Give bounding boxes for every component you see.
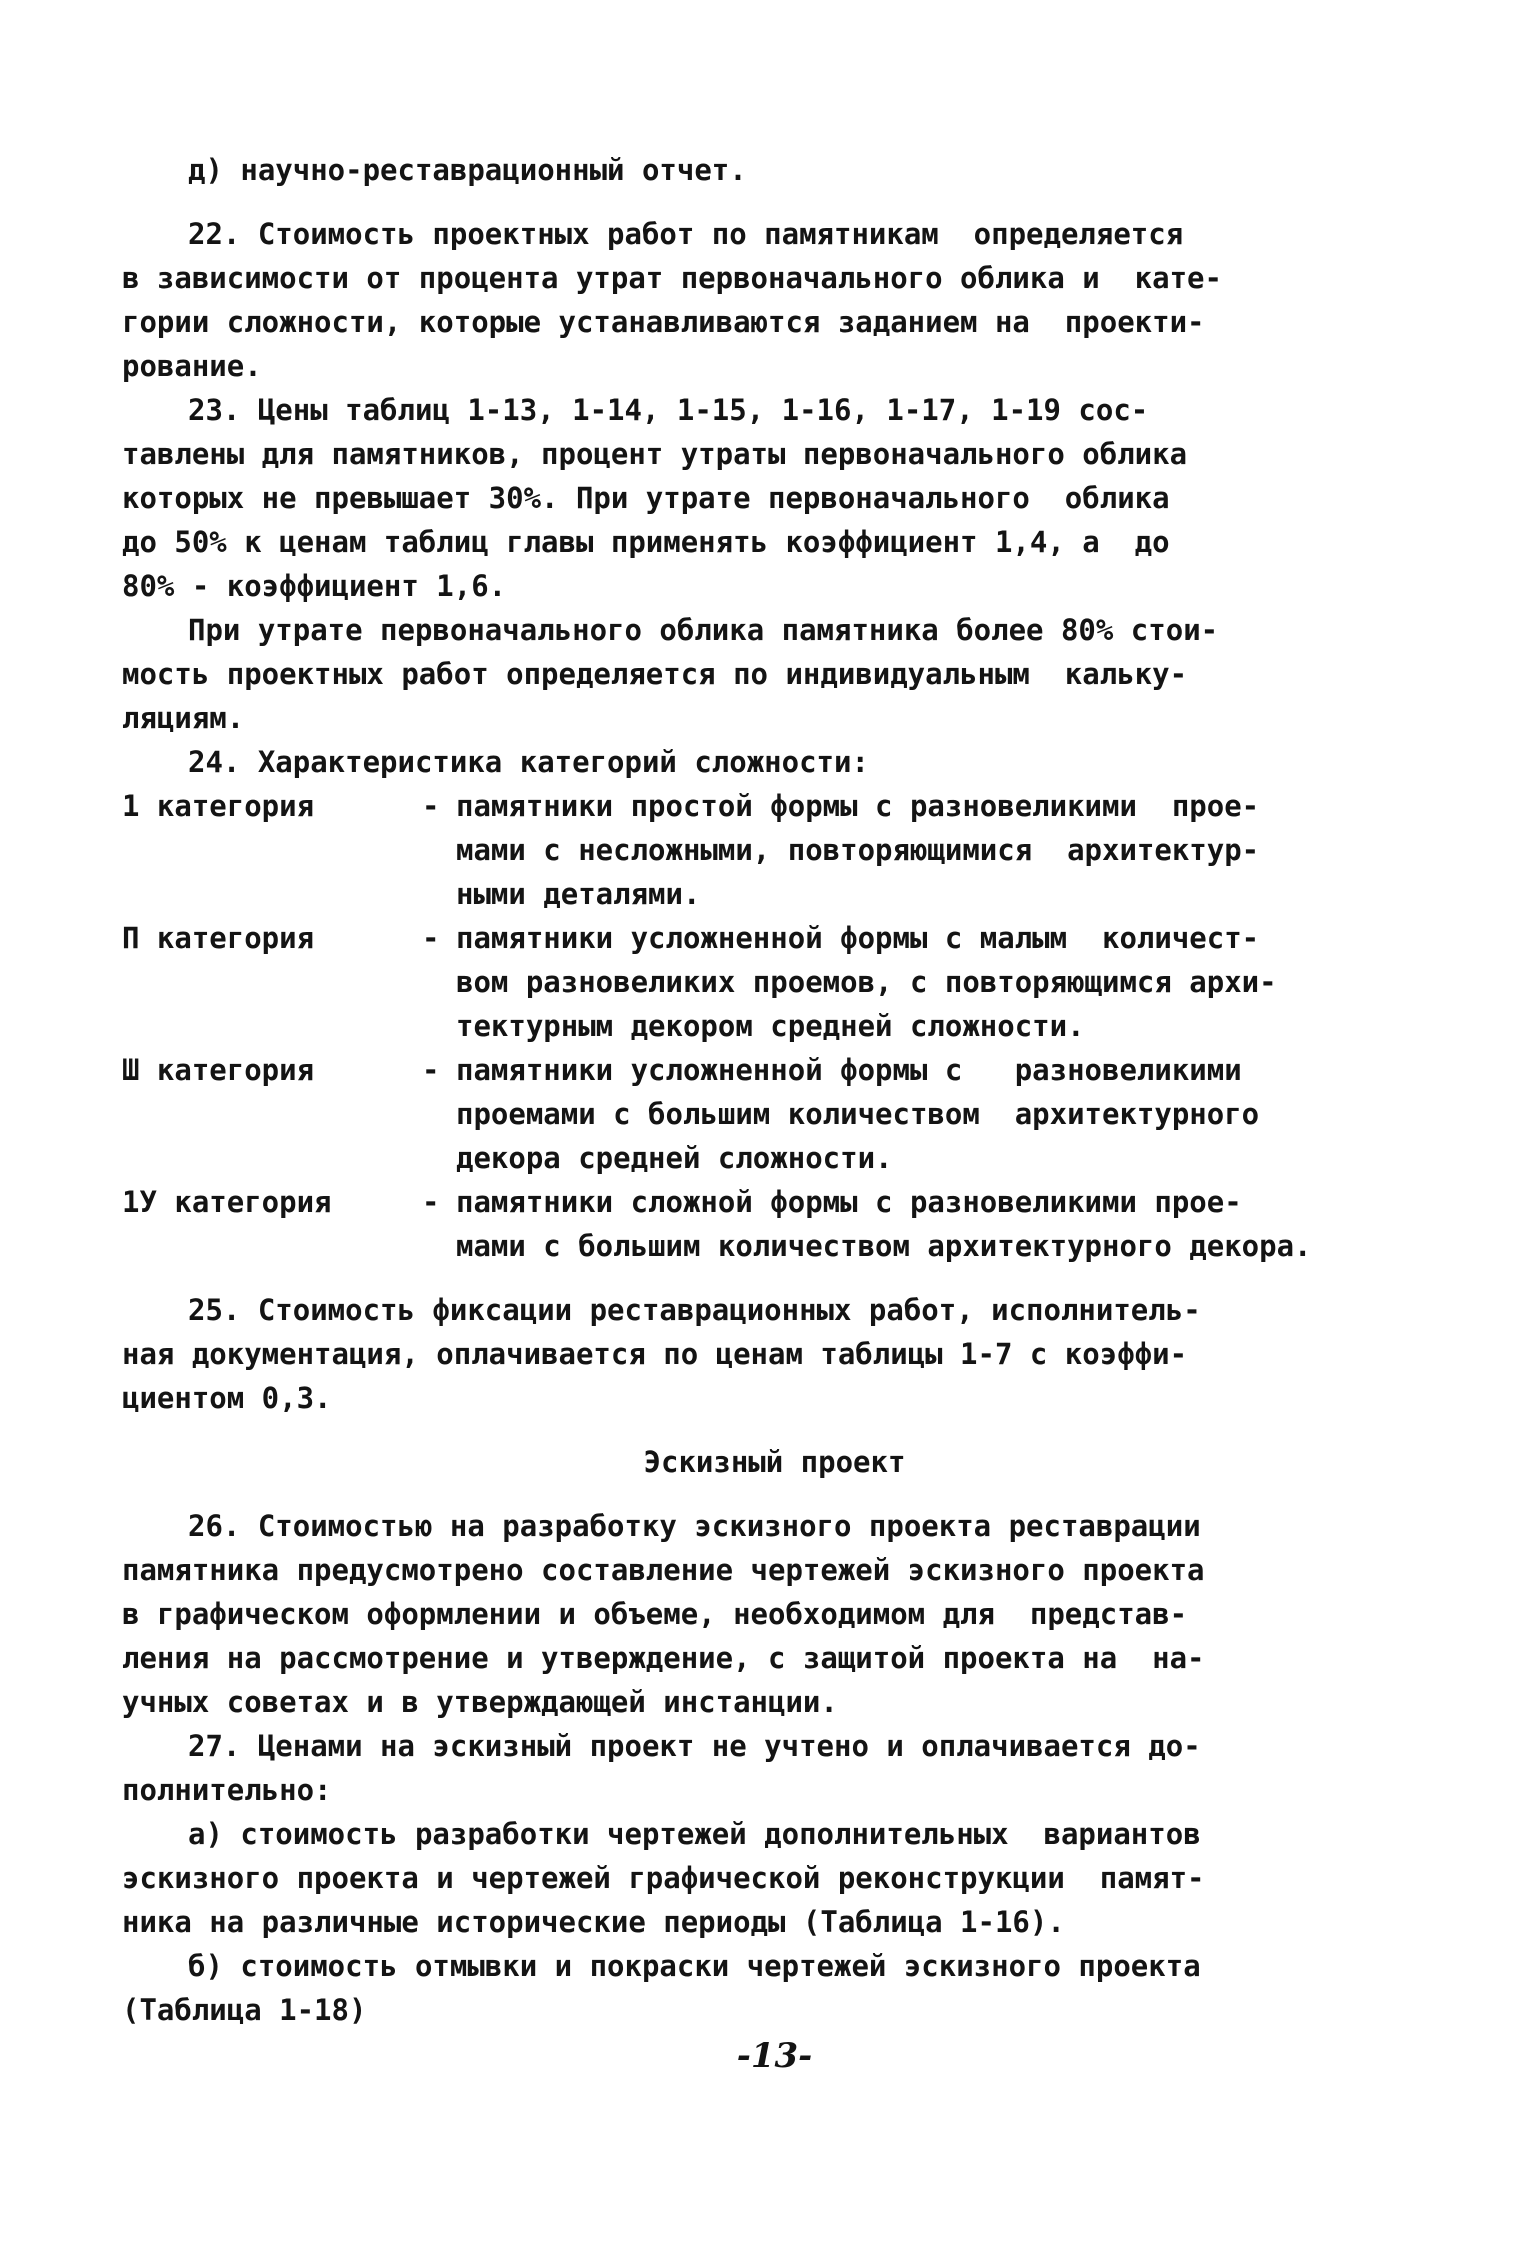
text-line: учных советах и в утверждающей инстанции. [122,1685,838,1719]
text-line: рование. [122,349,262,383]
text-line: тектурным декором средней сложности. [456,1009,1085,1043]
category-item [122,1048,1427,1180]
text-line: тавлены для памятников, процент утраты первоначального облика [122,437,1188,471]
text-line: в зависимости от процента утрат первоначального облика и кате- [122,261,1222,295]
text-line: декора средней сложности. [456,1141,893,1175]
text-line: ляциям. [122,701,245,735]
text-line: ника на различные исторические периоды (Таблица 1-16). [122,1905,1065,1939]
text-line: проемами с большим количеством архитектурного [456,1097,1260,1131]
text-line: памятники усложненной формы с разновеликими [456,1053,1242,1087]
text-line: ными деталями. [456,877,701,911]
text-line: 22. Стоимость проектных работ по памятникам определяется [188,217,1184,251]
text-line: а) стоимость разработки чертежей дополнительных вариантов [188,1817,1201,1851]
text-line: мость проектных работ определяется по индивидуальным кальку- [122,657,1188,691]
paragraph-26 [122,1504,1427,1724]
text-line: 26. Стоимостью на разработку эскизного проекта реставрации [188,1509,1201,1543]
category-label: П категория [122,921,315,955]
paragraph-27 [122,1724,1427,1812]
category-label: Ш категория [122,1053,315,1087]
text-line: памятника предусмотрено составление чертежей эскизного проекта [122,1553,1205,1587]
text-line: 25. Стоимость фиксации реставрационных работ, исполнитель- [188,1293,1201,1327]
text-line: до 50% к ценам таблиц главы применять коэффициент 1,4, а до [122,525,1170,559]
text-line: в графическом оформлении и объеме, необходимом для представ- [122,1597,1188,1631]
text-line: б) стоимость отмывки и покраски чертежей эскизного проекта [188,1949,1201,1983]
category-description [456,1180,1427,1268]
text-line: циентом 0,3. [122,1381,332,1415]
category-description [456,784,1427,916]
paragraph-25 [122,1288,1427,1420]
text-line: (Таблица 1-18) [122,1993,367,2027]
category-item [122,1180,1427,1268]
text-line: ления на рассмотрение и утверждение, с защитой проекта на на- [122,1641,1205,1675]
text-line: памятники усложненной формы с малым количест- [456,921,1260,955]
item-d: д) научно-реставрационный отчет. [188,153,747,187]
paragraph-27a [122,1812,1427,1944]
category-description [456,916,1427,1048]
text-line: мами с большим количеством архитектурного декора. [456,1229,1312,1263]
paragraph-23 [122,388,1427,608]
text-line: памятники простой формы с разновеликими прое- [456,789,1260,823]
page-number: -13- [736,2036,813,2076]
text-line: 80% - коэффициент 1,6. [122,569,507,603]
text-line: ная документация, оплачивается по ценам таблицы 1-7 с коэффи- [122,1337,1188,1371]
category-item [122,916,1427,1048]
category-description [456,1048,1427,1180]
text-line: 27. Ценами на эскизный проект не учтено и оплачивается до- [188,1729,1201,1763]
paragraph-22 [122,212,1427,388]
text-line: эскизного проекта и чертежей графической реконструкции памят- [122,1861,1205,1895]
text-line: которых не превышает 30%. При утрате первоначального облика [122,481,1170,515]
text-line: мами с несложными, повторяющимися архитектур- [456,833,1260,867]
dash: - [422,1053,440,1087]
category-label: 1 категория [122,789,315,823]
text-line: 23. Цены таблиц 1-13, 1-14, 1-15, 1-16, 1-17, 1-19 сос- [188,393,1149,427]
text-line: полнительно: [122,1773,332,1807]
paragraph-23b [122,608,1427,740]
dash: - [422,921,440,955]
section-title: Эскизный проект [643,1445,906,1479]
category-label: 1У категория [122,1185,332,1219]
category-item [122,784,1427,916]
category-list [122,784,1427,1268]
text-line: При утрате первоначального облика памятника более 80% стои- [188,613,1219,647]
dash: - [422,789,440,823]
text-line: вом разновеликих проемов, с повторяющимся архи- [456,965,1277,999]
text-line: гории сложности, которые устанавливаются заданием на проекти- [122,305,1205,339]
paragraph-27b [122,1944,1427,2032]
document-page [122,148,1427,2080]
paragraph-24-heading: 24. Характеристика категорий сложности: [188,745,869,779]
text-line: памятники сложной формы с разновеликими прое- [456,1185,1242,1219]
dash: - [422,1185,440,1219]
